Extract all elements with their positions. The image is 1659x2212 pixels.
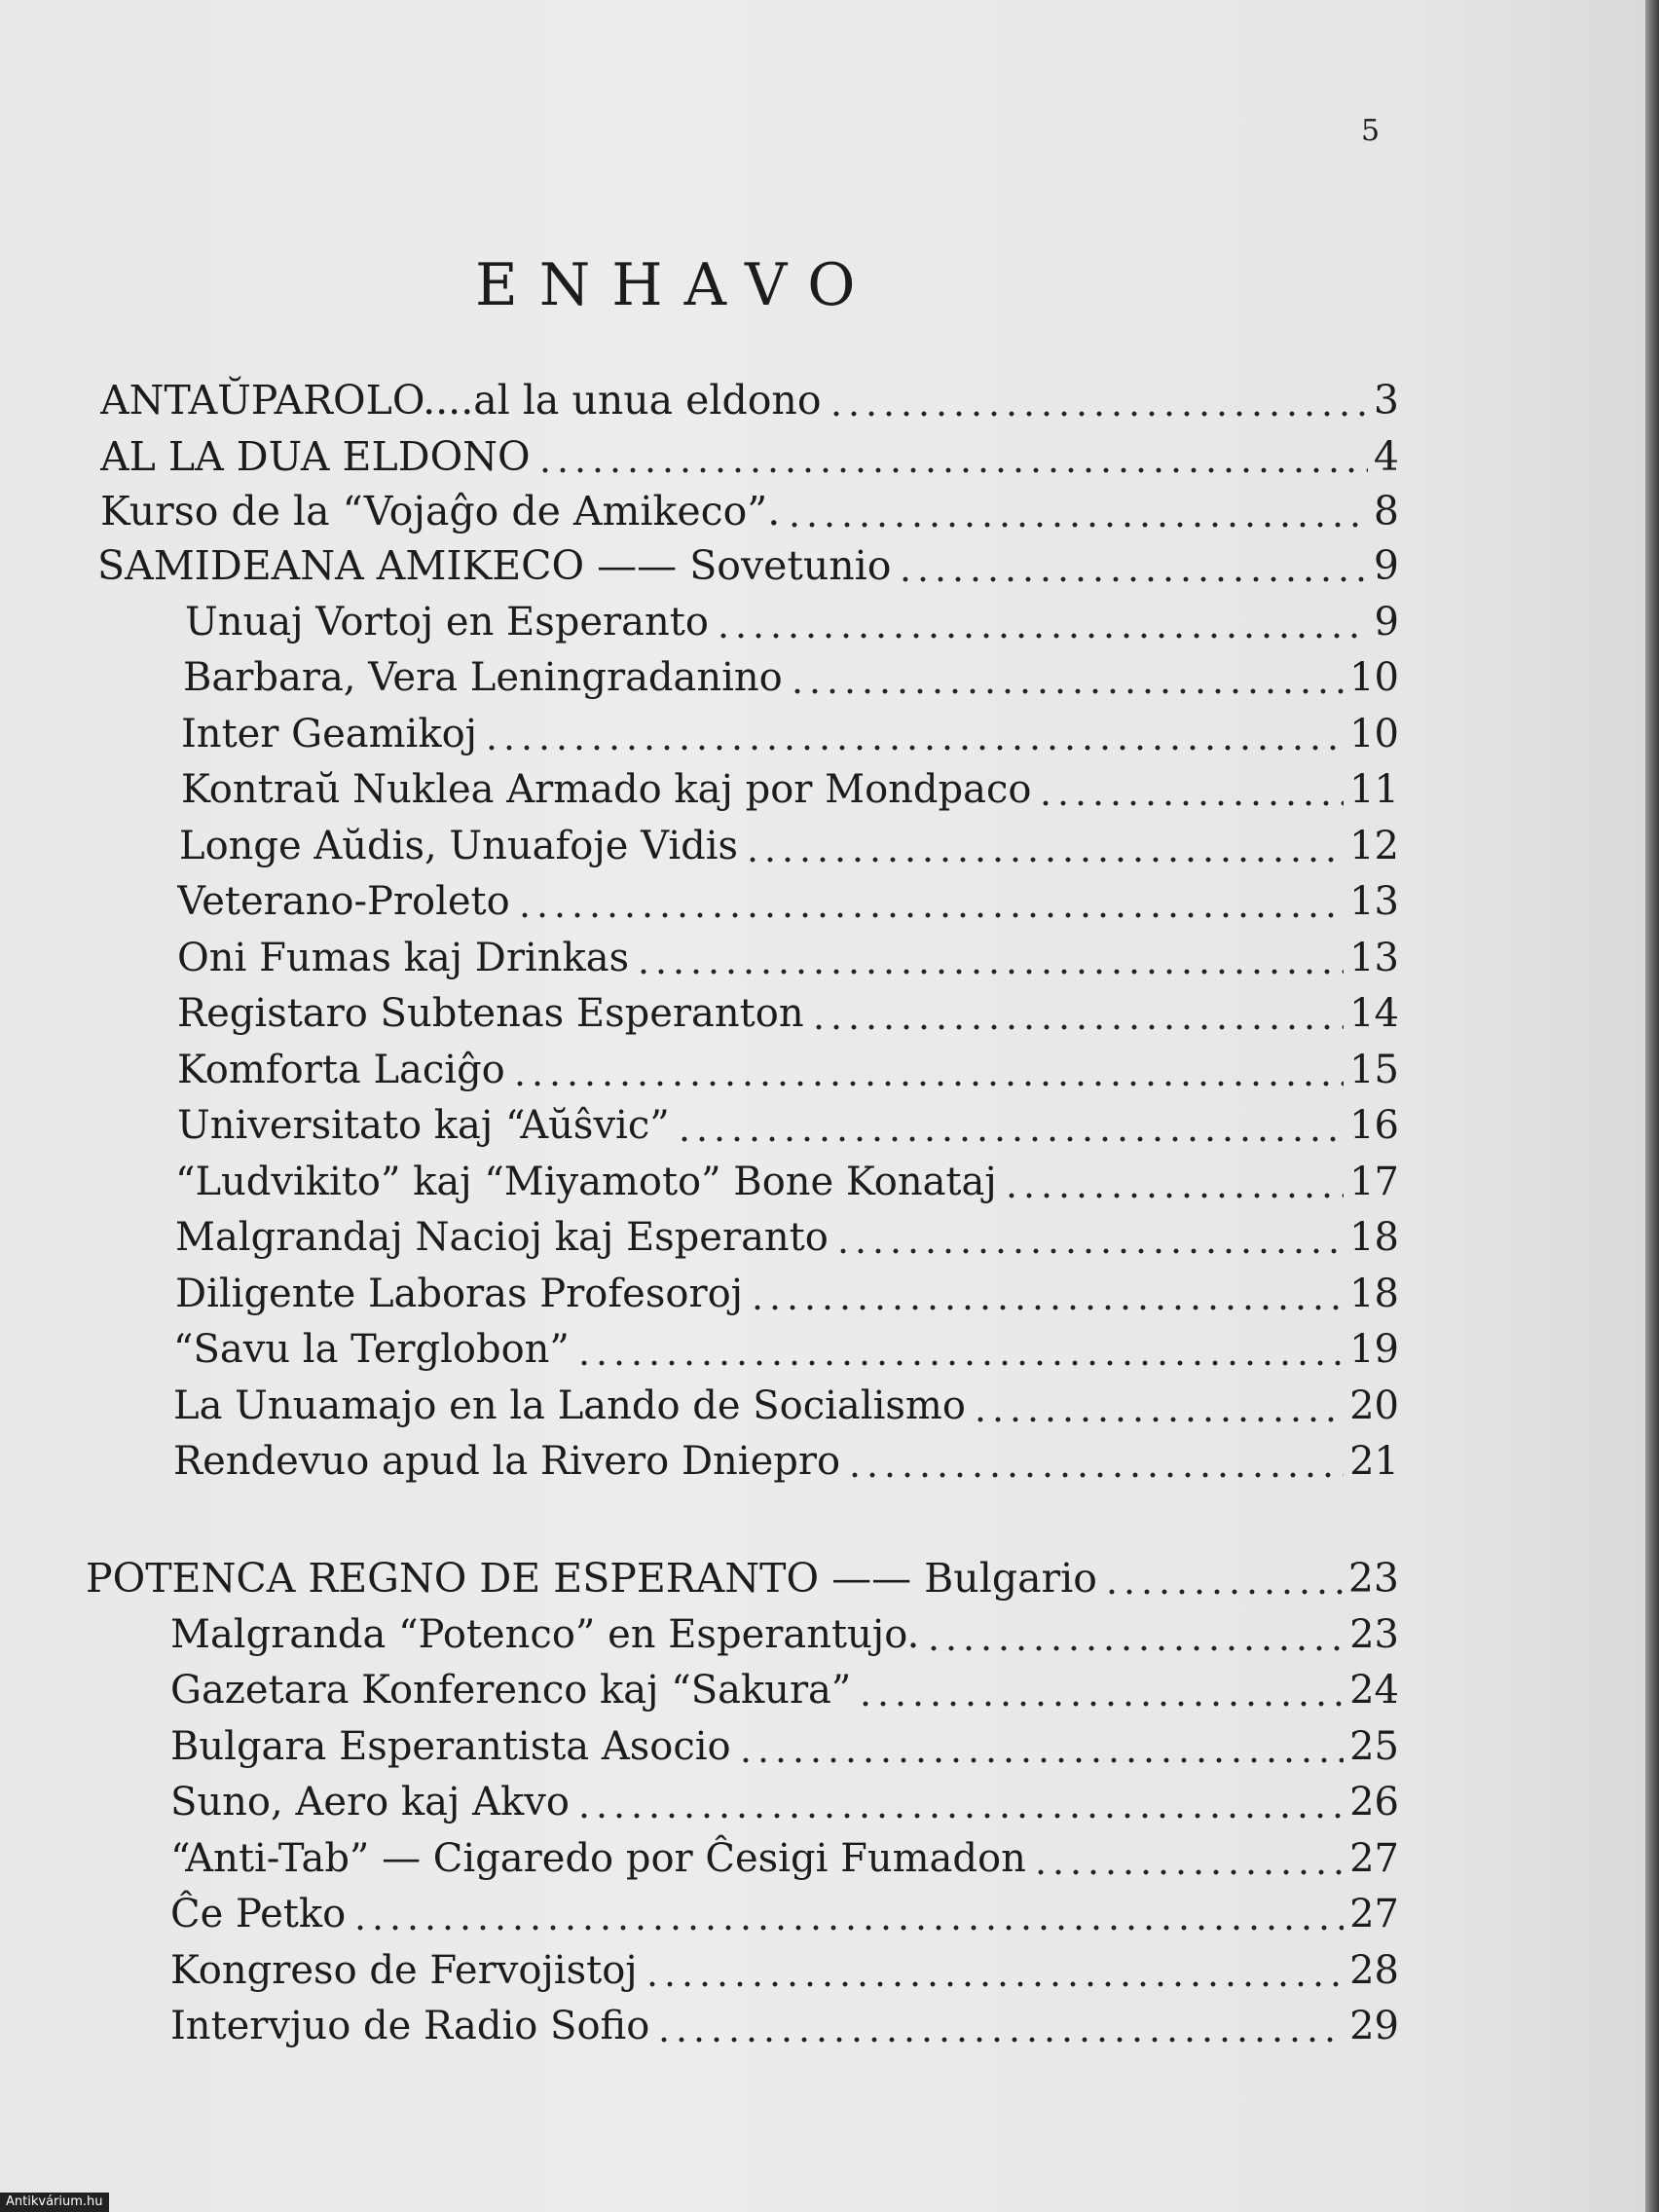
dot-leader bbox=[744, 819, 1344, 873]
toc-entry-page: 14 bbox=[1349, 991, 1399, 1036]
toc-entry-page: 10 bbox=[1349, 712, 1399, 756]
toc-entry bbox=[170, 1831, 1399, 1886]
dot-leader bbox=[644, 1943, 1344, 1998]
dot-leader bbox=[715, 595, 1369, 649]
dot-leader bbox=[857, 1663, 1344, 1717]
toc-entry-title: La Unuamajo en la Lando de Socialismo bbox=[173, 1383, 966, 1428]
toc-entry bbox=[183, 650, 1399, 705]
toc-entry-title: “Savu la Terglobon” bbox=[173, 1327, 570, 1372]
toc-entry bbox=[173, 1434, 1399, 1489]
toc-title: ENHAVO bbox=[475, 251, 877, 319]
toc-entry bbox=[181, 762, 1399, 817]
toc-entry-page: 10 bbox=[1349, 655, 1399, 700]
dot-leader bbox=[483, 707, 1344, 761]
toc-entry-page: 29 bbox=[1349, 2004, 1399, 2048]
toc-entry-title: Komforta Laciĝo bbox=[177, 1048, 505, 1092]
toc-entry-title: Gazetara Konferenco kaj “Sakura” bbox=[170, 1668, 852, 1713]
dot-leader bbox=[536, 429, 1368, 484]
toc-entry-title: POTENCA REGNO DE ESPERANTO —— Bulgario bbox=[86, 1555, 1097, 1602]
toc-entry bbox=[177, 931, 1399, 985]
toc-entry-title: Inter Geamikoj bbox=[181, 712, 478, 756]
dot-leader bbox=[789, 650, 1344, 705]
toc-entry-page: 19 bbox=[1349, 1327, 1399, 1372]
dot-leader bbox=[810, 986, 1345, 1041]
toc-entry-title: Malgranda “Potenco” en Esperantujo. bbox=[170, 1612, 920, 1657]
toc-entry bbox=[179, 819, 1399, 873]
toc-entry bbox=[173, 1379, 1399, 1433]
dot-leader bbox=[575, 1322, 1344, 1377]
toc-entry-title: “Ludvikito” kaj “Miyamoto” Bone Konataj bbox=[175, 1160, 997, 1204]
toc-entry-page: 18 bbox=[1349, 1215, 1399, 1260]
toc-entry-title: Universitato kaj “Aŭŝvic” bbox=[177, 1103, 670, 1148]
toc-section-heading bbox=[97, 538, 1399, 593]
toc-entry-page: 28 bbox=[1349, 1948, 1399, 1993]
toc-entry bbox=[170, 1999, 1399, 2053]
toc-section-heading bbox=[86, 1551, 1399, 1605]
dot-leader bbox=[846, 1434, 1344, 1489]
toc-entry bbox=[100, 429, 1399, 484]
toc-entry-title: Veterano-Proleto bbox=[177, 879, 510, 924]
dot-leader bbox=[676, 1098, 1344, 1153]
toc-entry-title: Rendevuo apud la Rivero Dniepro bbox=[173, 1439, 841, 1484]
toc-entry bbox=[177, 874, 1399, 929]
dot-leader bbox=[737, 1719, 1344, 1774]
toc-entry-page: 24 bbox=[1349, 1668, 1399, 1713]
toc-entry-page: 23 bbox=[1347, 1555, 1399, 1602]
toc-entry bbox=[100, 373, 1399, 427]
toc-entry-title: SAMIDEANA AMIKECO —— Sovetunio bbox=[97, 542, 892, 589]
dot-leader bbox=[511, 1043, 1344, 1097]
toc-entry-page: 16 bbox=[1349, 1103, 1399, 1148]
book-spine-edge bbox=[1645, 0, 1659, 2212]
toc-entry-page: 23 bbox=[1349, 1612, 1399, 1657]
dot-leader bbox=[516, 874, 1344, 929]
toc-entry-page: 13 bbox=[1349, 936, 1399, 980]
dot-leader bbox=[925, 1607, 1344, 1662]
toc-entry-title: Kurso de la “Vojaĝo de Amikeco”. bbox=[100, 488, 781, 535]
dot-leader bbox=[1032, 1831, 1344, 1886]
toc-entry-page: 8 bbox=[1373, 488, 1399, 535]
toc-entry bbox=[177, 1043, 1399, 1097]
toc-entry-title: Intervjuo de Radio Sofio bbox=[170, 2004, 650, 2048]
dot-leader bbox=[575, 1775, 1344, 1829]
dot-leader bbox=[1003, 1155, 1344, 1209]
dot-leader bbox=[749, 1267, 1344, 1321]
toc-entry-page: 27 bbox=[1349, 1892, 1399, 1936]
toc-entry bbox=[175, 1210, 1399, 1265]
toc-entry-page: 13 bbox=[1349, 879, 1399, 924]
toc-entry-title: “Anti-Tab” — Cigaredo por Ĉesigi Fumadon bbox=[170, 1836, 1026, 1881]
toc-entry-title: Malgrandaj Nacioj kaj Esperanto bbox=[175, 1215, 829, 1260]
toc-entry-title: Unuaj Vortoj en Esperanto bbox=[185, 600, 709, 645]
toc-entry bbox=[175, 1267, 1399, 1321]
toc-entry-page: 20 bbox=[1349, 1383, 1399, 1428]
toc-entry bbox=[170, 1663, 1399, 1717]
toc-entry bbox=[170, 1719, 1399, 1774]
watermark-tag: Antikvárium.hu bbox=[0, 2193, 109, 2212]
toc-entry-title: Kontraŭ Nuklea Armado kaj por Mondpaco bbox=[181, 767, 1032, 812]
toc-entry bbox=[177, 986, 1399, 1041]
dot-leader bbox=[635, 931, 1344, 985]
dot-leader bbox=[834, 1210, 1344, 1265]
toc-entry-page: 9 bbox=[1374, 600, 1399, 645]
toc-entry bbox=[170, 1775, 1399, 1829]
toc-entry-page: 25 bbox=[1349, 1724, 1399, 1769]
toc-entry-page: 17 bbox=[1349, 1160, 1399, 1204]
dot-leader bbox=[1037, 762, 1344, 817]
toc-entry bbox=[173, 1322, 1399, 1377]
dot-leader bbox=[786, 484, 1368, 538]
toc-entry-title: Kongreso de Fervojistoj bbox=[170, 1948, 638, 1993]
toc-entry bbox=[170, 1887, 1399, 1941]
dot-leader bbox=[1103, 1551, 1343, 1605]
toc-entry-page: 3 bbox=[1373, 377, 1399, 424]
dot-leader bbox=[351, 1887, 1344, 1941]
toc-entry-page: 21 bbox=[1349, 1439, 1399, 1484]
toc-entry-page: 4 bbox=[1373, 433, 1399, 480]
toc-entry bbox=[170, 1607, 1399, 1662]
toc-entry-title: AL LA DUA ELDONO bbox=[100, 433, 531, 480]
dot-leader bbox=[655, 1999, 1344, 2053]
toc-entry-title: Ĉe Petko bbox=[170, 1892, 347, 1936]
toc-entry bbox=[181, 707, 1399, 761]
toc-entry-title: Longe Aŭdis, Unuafoje Vidis bbox=[179, 824, 739, 868]
toc-entry bbox=[170, 1943, 1399, 1998]
toc-entry bbox=[100, 484, 1399, 538]
toc-entry-page: 9 bbox=[1373, 542, 1399, 589]
toc-entry-page: 27 bbox=[1349, 1836, 1399, 1881]
toc-entry bbox=[175, 1155, 1399, 1209]
toc-entry-page: 11 bbox=[1349, 767, 1399, 812]
toc-entry-title: Oni Fumas kaj Drinkas bbox=[177, 936, 630, 980]
dot-leader bbox=[897, 538, 1367, 593]
toc-entry-page: 18 bbox=[1349, 1272, 1399, 1316]
toc-entry-title: Registaro Subtenas Esperanton bbox=[177, 991, 804, 1036]
toc-entry-title: Barbara, Vera Leningradanino bbox=[183, 655, 783, 700]
toc-entry-title: ANTAŬPAROLO....al la unua eldono bbox=[100, 377, 822, 424]
page-number: 5 bbox=[1361, 114, 1381, 148]
toc-entry-page: 26 bbox=[1349, 1780, 1399, 1825]
toc-entry-page: 12 bbox=[1349, 824, 1399, 868]
toc-entry-page: 15 bbox=[1349, 1048, 1399, 1092]
toc-entry bbox=[177, 1098, 1399, 1153]
dot-leader bbox=[972, 1379, 1344, 1433]
toc-entry-title: Diligente Laboras Profesoroj bbox=[175, 1272, 744, 1316]
toc-entry bbox=[185, 595, 1399, 649]
dot-leader bbox=[828, 373, 1368, 427]
toc-entry-title: Suno, Aero kaj Akvo bbox=[170, 1780, 570, 1825]
toc-entry-title: Bulgara Esperantista Asocio bbox=[170, 1724, 731, 1769]
